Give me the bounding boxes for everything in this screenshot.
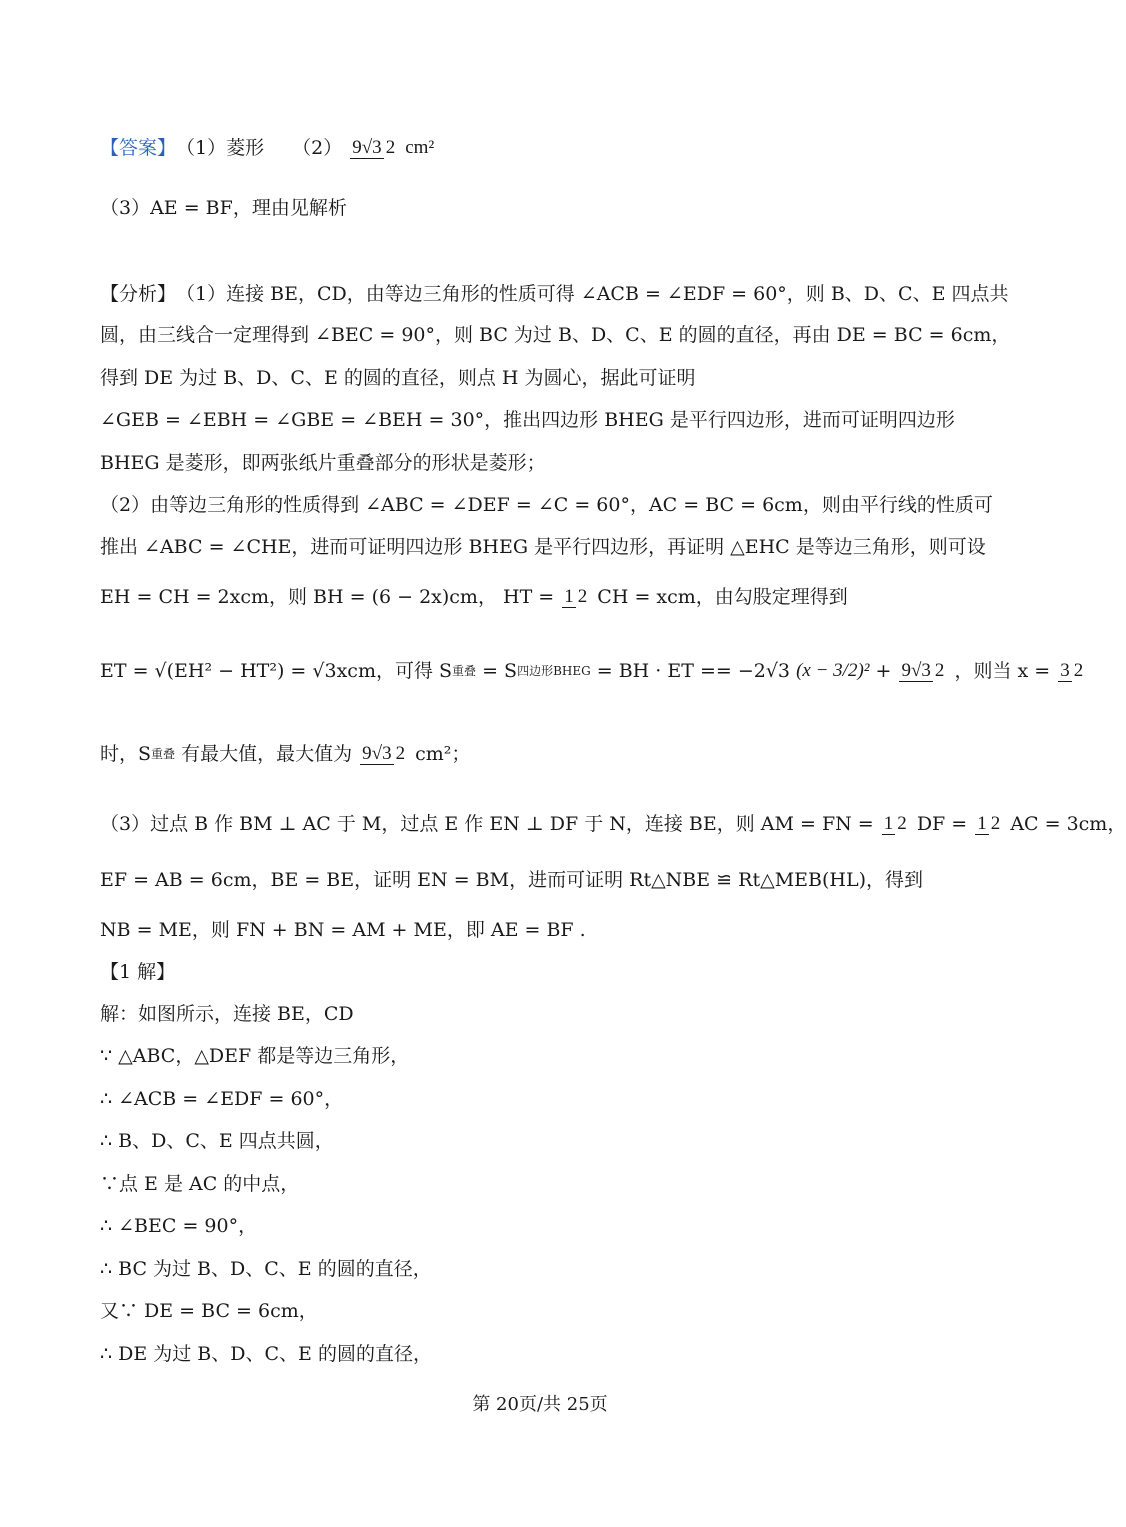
solution-line-6: ∴ ∠BEC = 90°， [100, 1215, 258, 1237]
fraction-three-halves: 3 2 [1060, 659, 1084, 682]
analysis-line-2: 圆，由三线合一定理得到 ∠BEC = 90°，则 BC 为过 B、D、C、E 的圆的直径，再由 DE = BC = 6cm， [100, 324, 1011, 346]
analysis-p2-line-3: EH = CH = 2xcm，则 BH = (6 − 2x)cm， HT = 1 2 CH = xcm，由勾股定理得到 [100, 585, 848, 608]
fraction-half-1: 1 2 [883, 812, 907, 835]
solution-line-2: ∵ △ABC，△DEF 都是等边三角形， [100, 1045, 410, 1067]
solution-line-3: ∴ ∠ACB = ∠EDF = 60°， [100, 1088, 344, 1110]
analysis-p2-line-2: 推出 ∠ABC = ∠CHE，进而可证明四边形 BHEG 是平行四边形，再证明 △EHC 是等边三角形，则可设 [100, 536, 986, 558]
analysis-line-4: ∠GEB = ∠EBH = ∠GBE = ∠BEH = 30°，推出四边形 BHEG 是平行四边形，进而可证明四边形 [100, 409, 955, 431]
fraction-max: 9√3 2 [362, 742, 406, 765]
analysis-p2-line-1: （2）由等边三角形的性质得到 ∠ABC = ∠DEF = ∠C = 60°，AC = BC = 6cm，则由平行线的性质可 [100, 494, 993, 516]
answer-line [100, 117, 990, 177]
analysis-p3-line-2: EF = AB = 6cm，BE = BE，证明 EN = BM，进而可证明 Rt△NBE ≌ Rt△MEB(HL)，得到 [100, 869, 923, 891]
fraction-9root3: 9√3 2 [901, 659, 945, 682]
fraction-half: 1 2 [564, 585, 588, 608]
answer-fraction: 9√3 2 [352, 136, 396, 159]
analysis-line-5: BHEG 是菱形，即两张纸片重叠部分的形状是菱形； [100, 452, 546, 474]
answer-part3: （3）AE = BF，理由见解析 [100, 197, 347, 219]
page-number: 第 20页/共 25页 [472, 1394, 608, 1415]
analysis-p2-line-4: ET = √(EH² − HT²) = √3xcm，可得 S重叠 = S四边形BHEG = BH · ET == −2√3 (x − 3/2)² + 9√3 2 ，则当 x = 3 2 [100, 659, 1084, 682]
solution-line-8: 又∵ DE = BC = 6cm， [100, 1300, 318, 1322]
fraction-half-2: 1 2 [977, 812, 1001, 835]
analysis-p2-line-5: 时，S重叠 有最大值，最大值为 9√3 2 cm²； [100, 742, 471, 765]
analysis-label: 【分析】 [100, 283, 177, 305]
analysis-line-1: 【分析】（1）连接 BE，CD，由等边三角形的性质可得 ∠ACB = ∠EDF = 60°，则 B、D、C、E 四点共 [100, 278, 990, 308]
analysis-p3-line-3: NB = ME，则 FN + BN = AM + ME，即 AE = BF . [100, 919, 586, 941]
solution-line-1: 解：如图所示，连接 BE，CD [100, 1003, 354, 1025]
solution-line-9: ∴ DE 为过 B、D、C、E 的圆的直径， [100, 1343, 432, 1365]
solution-line-5: ∵点 E 是 AC 的中点， [100, 1173, 300, 1195]
answer-unit: cm² [405, 137, 435, 158]
answer-part1: （1）菱形 [176, 137, 265, 159]
analysis-line-3: 得到 DE 为过 B、D、C、E 的圆的直径，则点 H 为圆心，据此可证明 [100, 367, 696, 389]
solution-label: 【1 解】 [100, 961, 176, 983]
answer-part2-prefix: （2） [292, 137, 343, 159]
answer-label: 【答案】 [100, 137, 177, 159]
solution-line-4: ∴ B、D、C、E 四点共圆， [100, 1130, 334, 1152]
analysis-p3-line-1: （3）过点 B 作 BM ⊥ AC 于 M，过点 E 作 EN ⊥ DF 于 N，连接 BE，则 AM = FN = 1 2 DF = 1 2 AC = 3cm， [100, 812, 1126, 835]
solution-line-7: ∴ BC 为过 B、D、C、E 的圆的直径， [100, 1258, 432, 1280]
